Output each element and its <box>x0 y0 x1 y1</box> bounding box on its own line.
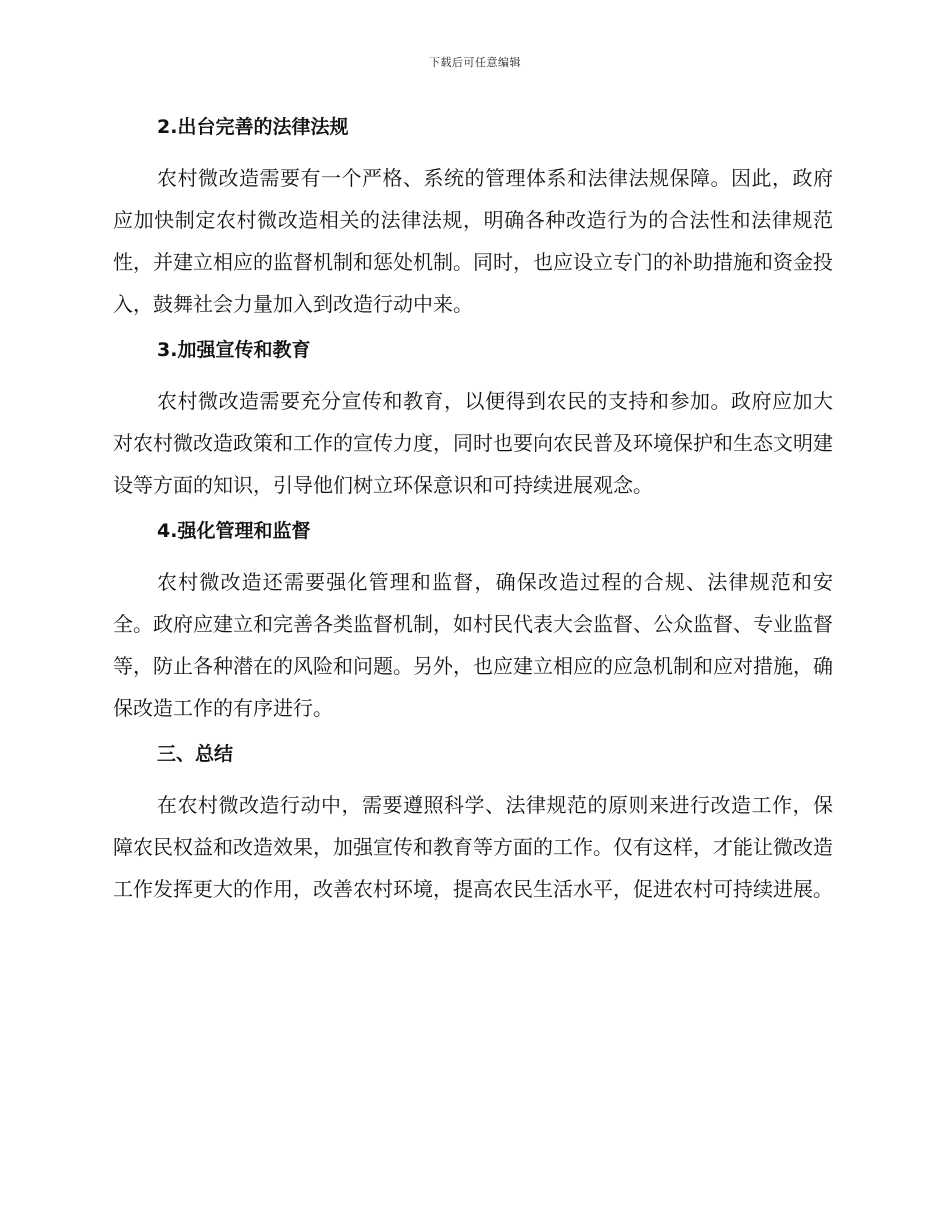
section-paragraph-publicity: 农村微改造需要充分宣传和教育，以便得到农民的支持和参加。政府应加大对农村微改造政策和工作的宣传力度，同时也要向农民普及环境保护和生态文明建设等方面的知识，引导他们树立环保意识和可持续进展观念。 <box>113 389 833 497</box>
section-paragraph-management: 农村微改造还需要强化管理和监督，确保改造过程的合规、法律规范和安全。政府应建立和完善各类监督机制，如村民代表大会监督、公众监督、专业监督等，防止各种潜在的风险和问题。另外，也应建立相应的应急机制和应对措施，确保改造工作的有序进行。 <box>113 570 833 720</box>
section-heading-publicity: 3.加强宣传和教育 <box>157 339 311 361</box>
section-paragraph-legal: 农村微改造需要有一个严格、系统的管理体系和法律法规保障。因此，政府应加快制定农村微改造相关的法律法规，明确各种改造行为的合法性和法律规范性，并建立相应的监督机制和惩处机制。同时，也应设立专门的补助措施和资金投入，鼓舞社会力量加入到改造行动中来。 <box>113 166 833 316</box>
section-heading-management: 4.强化管理和监督 <box>157 520 311 542</box>
document-body <box>113 112 833 910</box>
section-paragraph-summary: 在农村微改造行动中，需要遵照科学、法律规范的原则来进行改造工作，保障农民权益和改造效果，加强宣传和教育等方面的工作。仅有这样，才能让微改造工作发挥更大的作用，改善农村环境，提高农民生活水平，促进农村可持续进展。 <box>113 793 833 901</box>
section-heading-legal: 2.出台完善的法律法规 <box>157 116 349 138</box>
page-header: 下载后可任意编辑 <box>429 56 521 69</box>
section-heading-summary: 三、总结 <box>157 743 234 765</box>
